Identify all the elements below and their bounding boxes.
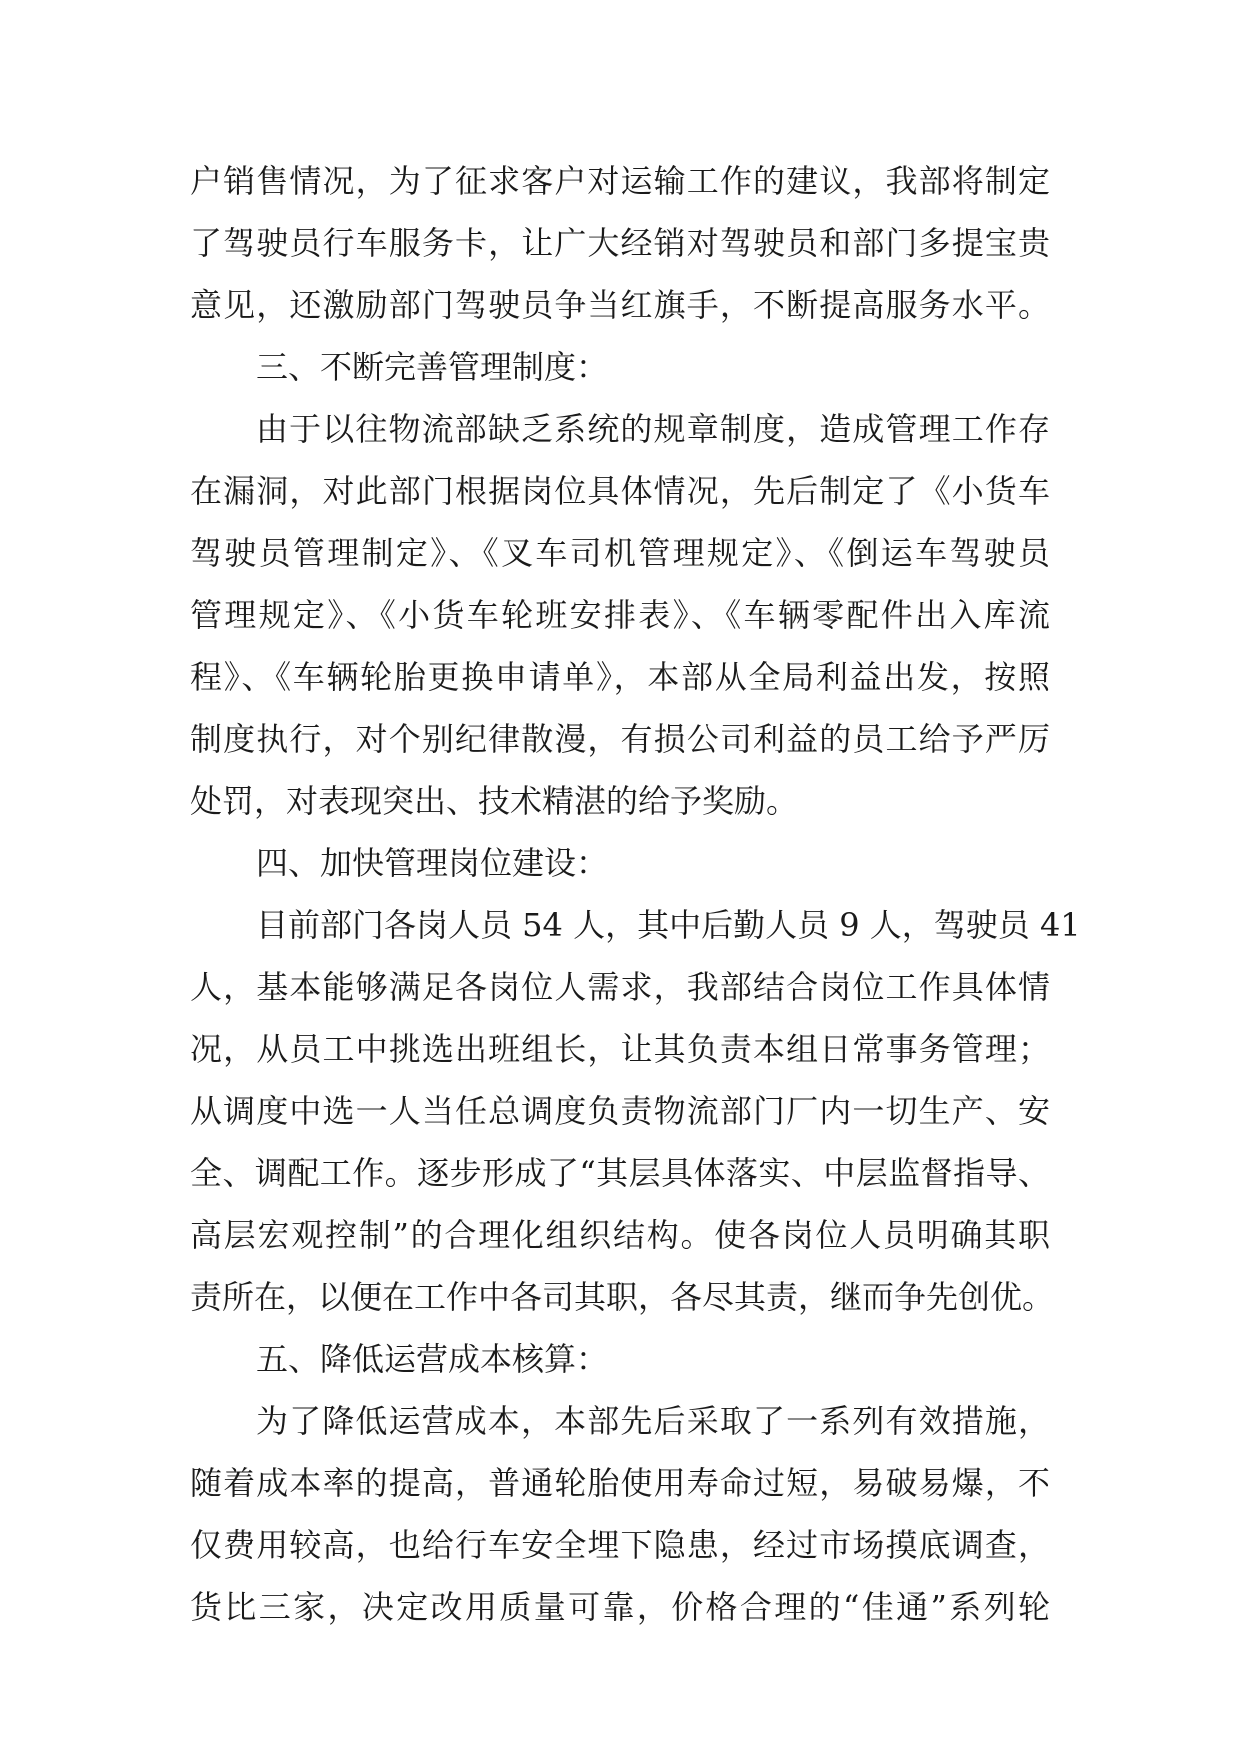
section-heading-5: 五、降低运营成本核算：	[256, 1340, 609, 1378]
paragraph-first-line: 目前部门各岗人员 54 人，其中后勤人员 9 人，驾驶员 41	[256, 906, 1081, 944]
body-text-line: 管理规定》、《小货车轮班安排表》、《车辆零配件出入库流	[190, 596, 1050, 634]
body-text-line: 意见，还激励部门驾驶员争当红旗手，不断提高服务水平。	[190, 286, 1050, 324]
document-body	[190, 150, 1081, 1638]
body-text-line: 仅费用较高，也给行车安全埋下隐患，经过市场摸底调查，	[190, 1526, 1050, 1564]
paragraph-first-line: 由于以往物流部缺乏系统的规章制度，造成管理工作存	[256, 410, 1050, 448]
body-text-line: 人，基本能够满足各岗位人需求，我部结合岗位工作具体情	[190, 968, 1050, 1006]
body-text-line: 随着成本率的提高，普通轮胎使用寿命过短，易破易爆，不	[190, 1464, 1050, 1502]
section-heading-4: 四、加快管理岗位建设：	[256, 844, 609, 882]
body-text-line: 高层宏观控制”的合理化组织结构。使各岗位人员明确其职	[190, 1216, 1050, 1254]
section-heading-3: 三、不断完善管理制度：	[256, 348, 609, 386]
body-text-line: 从调度中选一人当任总调度负责物流部门厂内一切生产、安	[190, 1092, 1050, 1130]
paragraph-last-line: 责所在，以便在工作中各司其职，各尽其责，继而争先创优。	[190, 1278, 1055, 1316]
body-text-line: 了驾驶员行车服务卡，让广大经销对驾驶员和部门多提宝贵	[190, 224, 1050, 262]
body-text-line: 户销售情况，为了征求客户对运输工作的建议，我部将制定	[190, 162, 1050, 200]
body-text-line: 全、调配工作。逐步形成了“其层具体落实、中层监督指导、	[190, 1154, 1050, 1192]
body-text-line: 程》、《车辆轮胎更换申请单》，本部从全局利益出发，按照	[190, 658, 1050, 696]
body-text-line: 况，从员工中挑选出班组长，让其负责本组日常事务管理；	[190, 1030, 1050, 1068]
body-text-line: 货比三家，决定改用质量可靠，价格合理的“佳通”系列轮	[190, 1588, 1050, 1626]
body-text-line: 制度执行，对个别纪律散漫，有损公司利益的员工给予严厉	[190, 720, 1050, 758]
paragraph-last-line: 处罚，对表现突出、技术精湛的给予奖励。	[190, 782, 799, 820]
body-text-line: 驾驶员管理制定》、《叉车司机管理规定》、《倒运车驾驶员	[190, 534, 1050, 572]
body-text-line: 在漏洞，对此部门根据岗位具体情况，先后制定了《小货车	[190, 472, 1050, 510]
paragraph-first-line: 为了降低运营成本，本部先后采取了一系列有效措施，	[256, 1402, 1050, 1440]
